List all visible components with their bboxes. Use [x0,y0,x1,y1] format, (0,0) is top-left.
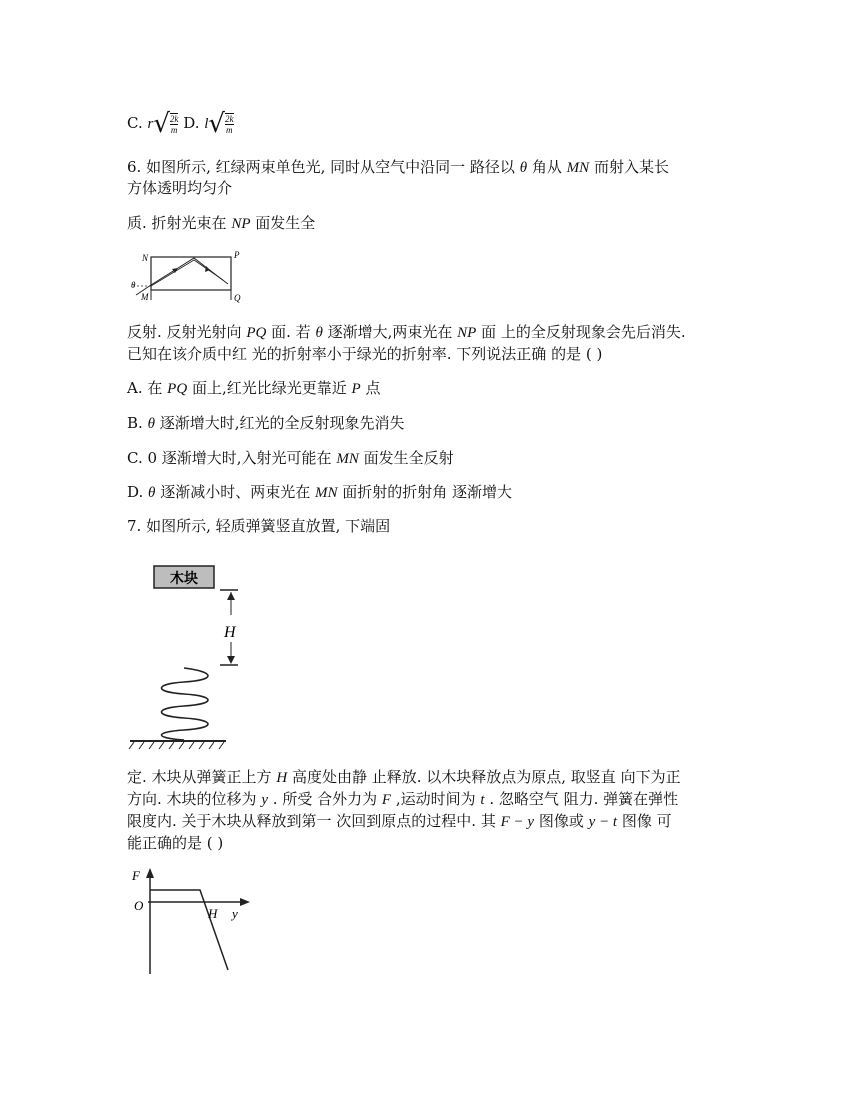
mn-symbol: MN [336,451,359,467]
y-symbol: y [261,792,268,808]
q6-option-d [127,482,512,503]
spring-figure [128,560,238,750]
text: . 所受 合外力为 [272,790,378,808]
text: 方向. 木块的位移为 [127,790,257,808]
text: B. [127,414,143,432]
text: D. [127,483,144,501]
text: 图像或 [538,812,584,830]
graph-y-label: y [232,906,238,921]
option-c-var: r [147,116,154,132]
frac-num: 2k [169,114,179,124]
theta-symbol: θ [147,416,155,432]
frac-den: m [170,125,178,135]
fraction [170,113,179,135]
q7-line-3 [127,789,678,810]
text: 反射. 反射光射向 [127,323,242,341]
text: 面发生全 [255,214,316,232]
text: 角从 [531,158,562,176]
mn-symbol: MN [315,485,338,501]
text: 面上,红光比绿光更靠近 [191,379,347,397]
text: 限度内. 关于木块从释放到第一 次回到原点的过程中. 其 [127,812,496,830]
f-symbol: F [381,792,392,808]
text: 面发生全反射 [363,449,454,467]
q6-option-a [127,378,380,399]
q6-line-2: 方体透明均匀介 [127,179,233,197]
q6-line-3 [127,213,315,234]
f-y-graph [128,866,258,978]
text: 点 [365,379,381,397]
q6-line-5: 已知在该介质中红 光的折射率小于绿光的折射率. 下列说法正确 的是 ( ) [127,345,603,363]
option-c-label: C. [127,114,143,132]
text: 质. 折射光束在 [127,214,227,232]
theta-symbol: θ [519,160,528,176]
t-symbol: t [480,792,485,808]
mn-symbol: MN [566,160,590,176]
label-theta: θ [131,280,136,290]
option-d-label: D. [183,114,200,132]
text: 面折射的折射角 逐渐增大 [342,483,513,501]
label-m: M [141,292,149,302]
label-q: Q [234,293,241,303]
option-d-var: l [204,116,209,132]
text: 图像 可 [621,812,672,830]
np-symbol: NP [231,216,251,232]
graph-f-label: F [132,868,140,883]
text: 逐渐增大,两束光在 [327,323,453,341]
label-n: N [142,253,149,263]
h-label: H [224,624,236,641]
theta-symbol: θ [315,325,323,341]
frac-den: m [226,125,233,135]
text: . 忽略空气 阻力. 弹簧在弹性 [489,790,679,808]
text: 而射入某长 [593,158,669,176]
text: ,运动时间为 [395,790,476,808]
np-symbol: NP [457,325,477,341]
q6-option-b [127,413,405,434]
text: 面 上的全反射现象会先后消失. [481,323,686,341]
text: 逐渐增大时,红光的全反射现象先消失 [159,414,405,432]
q7-line-4 [127,811,672,832]
q6-line-4 [127,322,686,343]
text: 高度处由静 止释放. 以木块释放点为原点, 取竖直 向下为正 [291,768,681,786]
fraction [225,113,234,135]
label-p: P [234,250,240,260]
q6-option-c [127,448,454,469]
theta-symbol: θ [148,485,156,501]
graph-o-label: O [134,898,144,913]
prism-figure [128,248,248,306]
options-c-d [127,109,234,139]
graph-h-label: H [208,906,218,921]
block-label: 木块 [170,571,198,587]
h-symbol: H [276,770,288,786]
p-symbol: P [351,381,361,397]
text: 定. 木块从弹簧正上方 [127,768,272,786]
y-t-symbol: y − t [588,814,618,830]
q7-line-5: 能正确的是 ( ) [127,834,224,852]
q6-line-1 [127,157,669,178]
text: C. 0 逐渐增大时,入射光可能在 [127,449,332,467]
text: 逐渐减小时、两束光在 [160,483,311,501]
text: A. 在 [127,379,163,397]
q7-line-1: 7. 如图所示, 轻质弹簧竖直放置, 下端固 [127,517,391,535]
frac-num: 2k [225,114,234,124]
text: 6. 如图所示, 红绿两束单色光, 同时从空气中沿同一 路径以 [127,158,515,176]
text: 面. 若 [271,323,311,341]
f-y-symbol: F − y [500,814,535,830]
sqrt-symbol: √ [208,109,225,139]
pq-symbol: PQ [167,381,188,397]
sqrt-symbol: √ [153,109,170,139]
pq-symbol: PQ [246,325,267,341]
q7-line-2 [127,767,681,788]
